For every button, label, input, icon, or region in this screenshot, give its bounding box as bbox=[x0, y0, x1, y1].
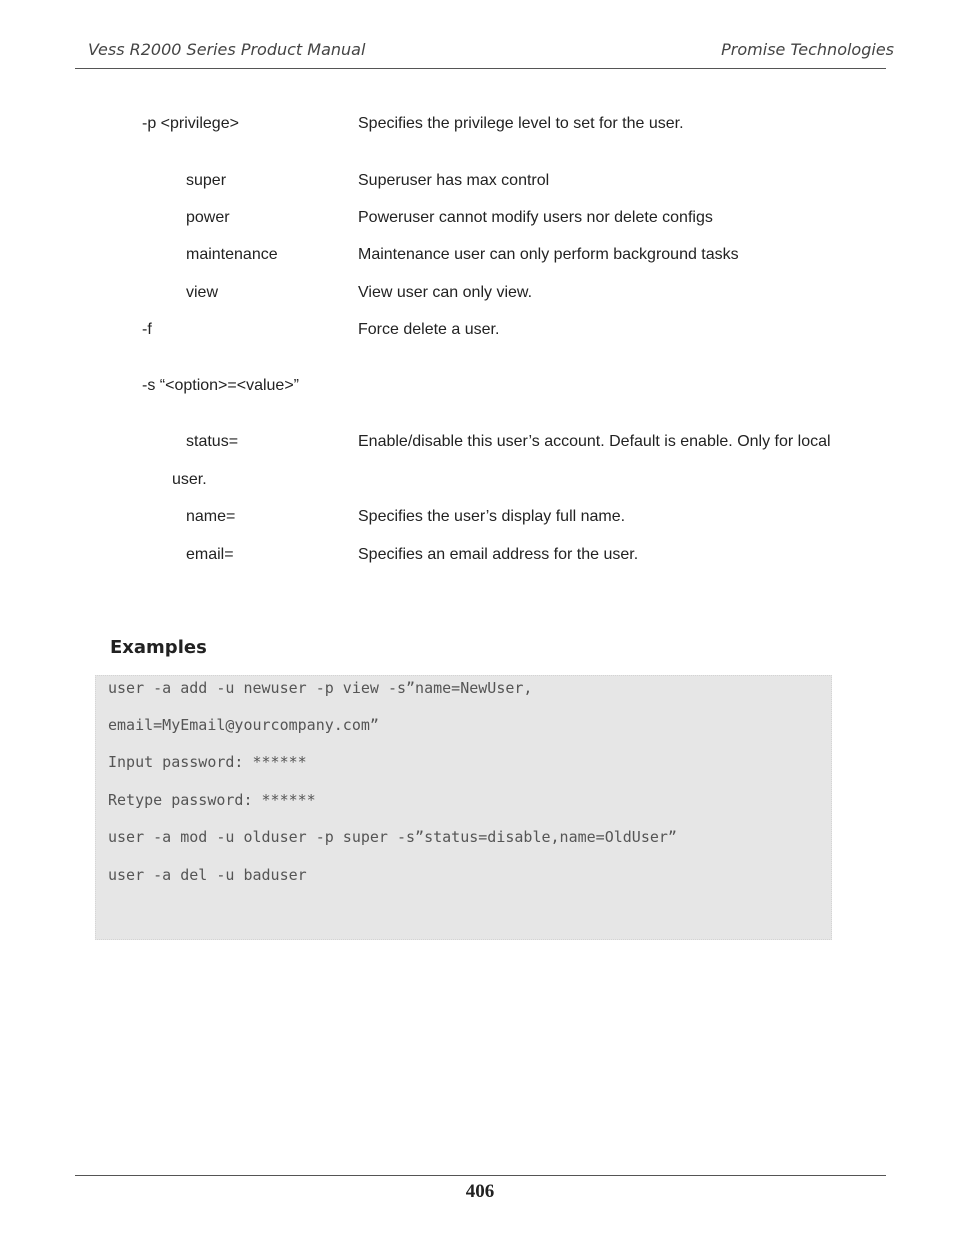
privilege-super-name: super bbox=[186, 172, 227, 189]
code-line: user -a mod -u olduser -p super -s”status=disable,name=OldUser” bbox=[108, 828, 677, 846]
privilege-power-desc: Poweruser cannot modify users nor delete configs bbox=[358, 209, 713, 226]
code-line: email=MyEmail@yourcompany.com” bbox=[108, 716, 379, 734]
code-line: user -a add -u newuser -p view -s”name=NewUser, bbox=[108, 679, 533, 697]
footer-divider bbox=[75, 1175, 886, 1176]
privilege-maintenance-name: maintenance bbox=[186, 246, 278, 263]
privilege-super-desc: Superuser has max control bbox=[358, 172, 550, 189]
setting-status-desc-wrap: user. bbox=[172, 471, 207, 488]
privilege-maintenance-desc: Maintenance user can only perform background tasks bbox=[358, 246, 739, 263]
privilege-view-name: view bbox=[186, 284, 219, 301]
setting-status-desc: Enable/disable this user’s account. Default is enable. Only for local bbox=[358, 433, 831, 450]
code-line: Retype password: ****** bbox=[108, 791, 316, 809]
option-privilege-flag: -p <privilege> bbox=[142, 115, 239, 132]
option-force-desc: Force delete a user. bbox=[358, 321, 500, 338]
setting-status-name: status= bbox=[186, 433, 239, 450]
setting-email-desc: Specifies an email address for the user. bbox=[358, 546, 639, 563]
examples-code-block bbox=[95, 675, 832, 940]
privilege-power-name: power bbox=[186, 209, 230, 226]
option-privilege-desc: Specifies the privilege level to set for the user. bbox=[358, 115, 684, 132]
manual-title: Vess R2000 Series Product Manual bbox=[88, 40, 366, 59]
setting-name-name: name= bbox=[186, 508, 236, 525]
examples-heading: Examples bbox=[110, 637, 207, 658]
setting-name-desc: Specifies the user’s display full name. bbox=[358, 508, 626, 525]
code-line: user -a del -u baduser bbox=[108, 866, 307, 884]
page-number: 406 bbox=[465, 1181, 495, 1202]
header-divider bbox=[75, 68, 886, 69]
option-set-flag: -s “<option>=<value>” bbox=[142, 377, 299, 394]
option-force-flag: -f bbox=[142, 321, 152, 338]
setting-email-name: email= bbox=[186, 546, 234, 563]
company-name: Promise Technologies bbox=[721, 40, 894, 59]
code-line: Input password: ****** bbox=[108, 753, 307, 771]
privilege-view-desc: View user can only view. bbox=[358, 284, 533, 301]
